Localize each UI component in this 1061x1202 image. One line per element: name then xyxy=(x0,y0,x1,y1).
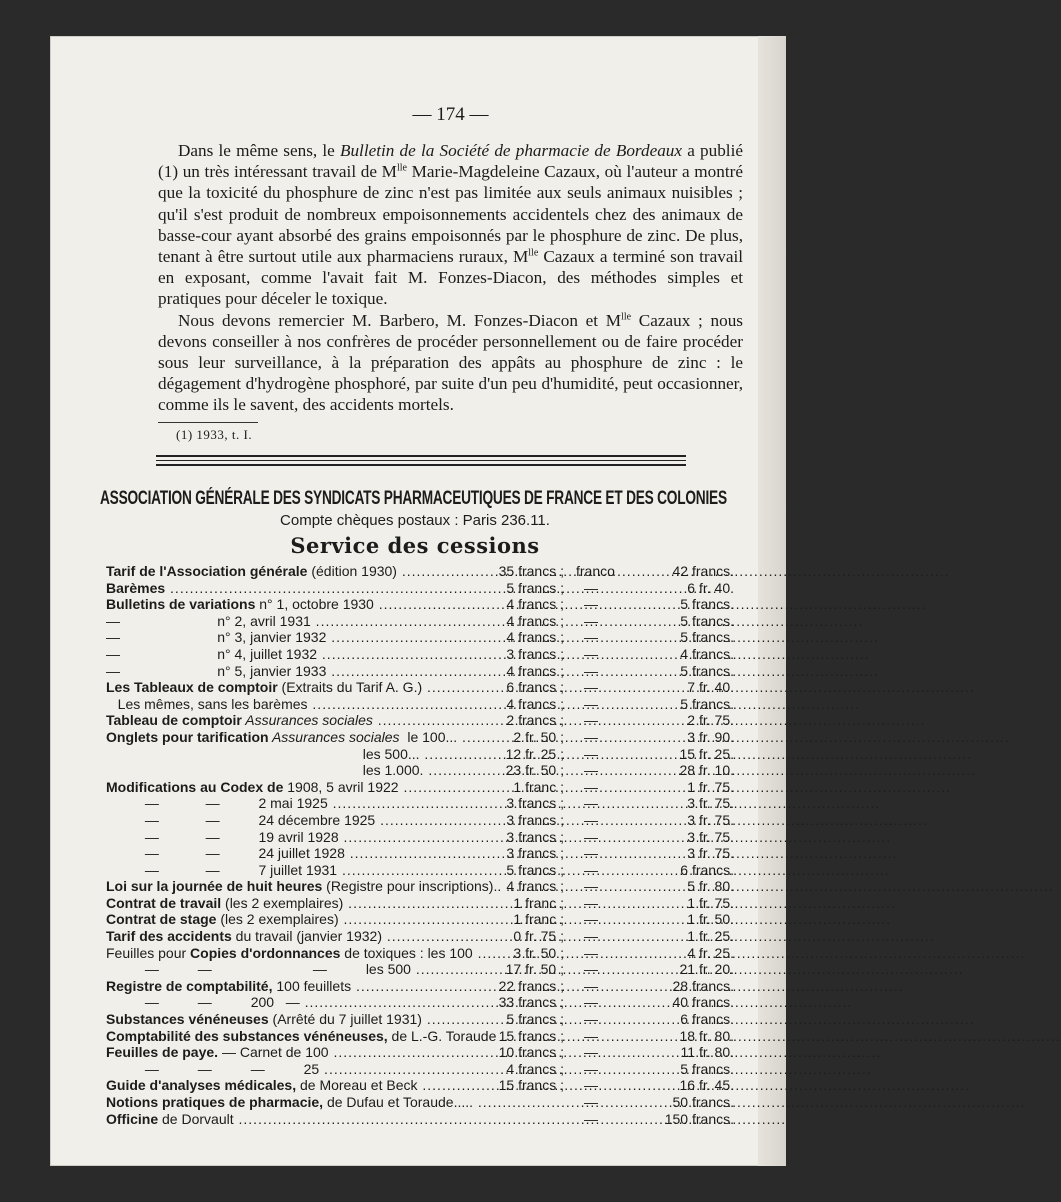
price-row xyxy=(106,762,746,779)
franco-separator: — xyxy=(584,1011,598,1028)
franco-price: 50 francs. xyxy=(672,1094,734,1110)
franco-price: 5 francs. xyxy=(680,1060,734,1077)
franco-separator: — xyxy=(584,579,598,596)
price-value: 33 francs ; xyxy=(498,994,564,1011)
franco-separator: — xyxy=(584,994,598,1011)
franco-separator: — xyxy=(584,745,598,762)
franco-separator: — xyxy=(584,977,598,994)
franco-price: 5 fr. 80. xyxy=(687,878,734,895)
franco-price: 15 fr. 25. xyxy=(679,745,734,762)
franco-separator: — xyxy=(584,828,598,845)
franco-separator: franco xyxy=(576,563,615,579)
price-value: 4 francs ; xyxy=(506,662,564,679)
franco-price: 1 fr. 25. xyxy=(687,928,734,945)
price-value: 4 francs ; xyxy=(506,612,564,629)
franco-price: 3 fr. 75. xyxy=(687,795,734,812)
price-row xyxy=(106,1061,746,1078)
price-value: 5 francs ; xyxy=(506,579,564,596)
price-row xyxy=(106,779,746,796)
franco-price: 1 fr. 50. xyxy=(687,911,734,928)
item-description: — n° 2, avril 1931 ..... xyxy=(106,613,462,629)
price-row xyxy=(106,845,746,862)
item-description: les 1.000. ..... xyxy=(106,762,462,778)
item-description: — n° 5, janvier 1933 ..... xyxy=(106,663,462,679)
item-description: Substances vénéneuses (Arrêté du 7 juillet 1931) ..... xyxy=(106,1011,462,1027)
item-description: Guide d'analyses médicales, de Moreau et Beck ..... xyxy=(106,1077,462,1093)
item-description: — — 7 juillet 1931 ..... xyxy=(106,862,462,878)
document-page xyxy=(50,36,786,1166)
franco-price: 18 fr. 80. xyxy=(679,1027,734,1044)
item-description: Contrat de travail (les 2 exemplaires) ..... xyxy=(106,895,462,911)
price-value: 5 francs ; xyxy=(506,861,564,878)
franco-separator: — xyxy=(584,1027,598,1044)
price-value: 2 fr. 50 ; xyxy=(513,728,564,745)
franco-price: 150 francs. xyxy=(664,1110,734,1127)
item-description: Onglets pour tarification Assurances sociales le 100... ..... xyxy=(106,729,462,745)
franco-price: 3 fr. 75. xyxy=(687,811,734,828)
item-description: — — 2 mai 1925 ..... xyxy=(106,795,462,811)
body-text xyxy=(158,104,743,469)
section-divider xyxy=(156,455,686,466)
price-value: 6 francs ; xyxy=(506,679,564,696)
price-list xyxy=(106,563,746,1127)
item-description: — — — 25 ..... xyxy=(106,1061,462,1077)
price-value: 3 francs ; xyxy=(506,845,564,862)
franco-price: 28 fr. 10. xyxy=(679,762,734,779)
item-description: Notions pratiques de pharmacie, de Dufau et Toraude..... ..... xyxy=(106,1094,566,1110)
item-description: Comptabilité des substances vénéneuses, de L.-G. Toraude .. ..... xyxy=(106,1028,462,1044)
item-description: Loi sur la journée de huit heures (Registre pour inscriptions).. ..... xyxy=(106,878,462,894)
franco-price: 28 francs. xyxy=(672,977,734,994)
franco-price: 4 francs. xyxy=(680,645,734,662)
price-value: 1 franc ; xyxy=(513,911,564,928)
price-value: 3 fr. 50 ; xyxy=(513,944,564,961)
franco-price: 6 francs. xyxy=(680,861,734,878)
franco-price: 40 francs. xyxy=(672,994,734,1011)
price-row xyxy=(106,994,746,1011)
franco-separator: — xyxy=(584,1077,598,1094)
price-row xyxy=(106,945,746,962)
price-row xyxy=(106,563,746,580)
page-number: — 174 — xyxy=(412,104,489,125)
price-row xyxy=(106,613,746,630)
franco-separator: — xyxy=(584,1110,598,1127)
price-row xyxy=(106,1094,746,1111)
franco-price: 5 francs. xyxy=(680,612,734,629)
price-value: 35 francs ; xyxy=(498,563,564,579)
item-description: Bulletins de variations n° 1, octobre 1930 ..... xyxy=(106,596,462,612)
item-description: Officine de Dorvault ..... xyxy=(106,1111,566,1127)
item-description: Tarif de l'Association générale (édition 1930) ..... xyxy=(106,563,462,579)
franco-price: 3 fr. 75. xyxy=(687,828,734,845)
price-row xyxy=(106,629,746,646)
franco-separator: — xyxy=(584,811,598,828)
price-value: 0 fr. 75 ; xyxy=(513,928,564,945)
price-row xyxy=(106,862,746,879)
item-description: — — 24 décembre 1925 ..... xyxy=(106,812,462,828)
price-value: 4 francs ; xyxy=(506,596,564,613)
franco-separator: — xyxy=(584,861,598,878)
item-description: Modifications au Codex de 1908, 5 avril 1922 ..... xyxy=(106,779,462,795)
price-row xyxy=(106,580,746,597)
franco-separator: — xyxy=(584,894,598,911)
price-row xyxy=(106,928,746,945)
franco-separator: — xyxy=(584,662,598,679)
item-description: — — 19 avril 1928 ..... xyxy=(106,829,462,845)
price-value: 17 fr. 50 ; xyxy=(505,961,564,978)
price-value: 10 francs ; xyxy=(498,1044,564,1061)
franco-separator: — xyxy=(584,778,598,795)
franco-separator: — xyxy=(584,612,598,629)
item-description: Registre de comptabilité, 100 feuillets ..... xyxy=(106,978,462,994)
franco-price: 3 fr. 75. xyxy=(687,845,734,862)
price-value: 23 fr. 50 ; xyxy=(505,762,564,779)
price-value: 12 fr. 25 ; xyxy=(505,745,564,762)
price-value: 3 francs ; xyxy=(506,645,564,662)
franco-separator: — xyxy=(584,679,598,696)
price-row xyxy=(106,895,746,912)
price-value: 4 francs ; xyxy=(506,695,564,712)
franco-separator: — xyxy=(584,645,598,662)
franco-price: 11 fr. 80. xyxy=(680,1044,734,1061)
price-row xyxy=(106,646,746,663)
paragraph-1: Dans le même sens, le Bulletin de la Société de pharmacie de Bordeaux a publié (1) un très intéressant travail de $M^{lle}$ Marie-Magdeleine Cazaux, où l'auteur a montré que la toxicité du phosphure de zinc n'est pas limitée aux seuls animaux nuisibles ; qu'il s'est produit de nombreux empoisonnements accidentels chez des animaux de basse-cour ayant absorbé des grains empoisonnés par le phosphure de zinc. De plus, tenant à être surtout utile aux pharmaciens ruraux, $M^{lle}$ Cazaux a terminé son travail en exposant, comme l'avait fait M. Fonzes-Diacon, des méthodes simples et pratiques pour déceler le toxique. xyxy=(158,141,744,309)
price-row xyxy=(106,1028,746,1045)
franco-separator: — xyxy=(584,961,598,978)
item-description: les 500... ..... xyxy=(106,746,462,762)
price-row xyxy=(106,729,746,746)
price-row xyxy=(106,1011,746,1028)
item-description: — — 24 juillet 1928 ..... xyxy=(106,845,462,861)
franco-separator: — xyxy=(584,629,598,646)
franco-price: 5 francs. xyxy=(680,596,734,613)
price-value: 1 franc ; xyxy=(513,778,564,795)
franco-separator: — xyxy=(584,695,598,712)
price-value: 5 francs ; xyxy=(506,1011,564,1028)
price-value: 15 francs ; xyxy=(498,1077,564,1094)
franco-price: 1 fr. 75. xyxy=(687,894,734,911)
item-description: Contrat de stage (les 2 exemplaires) ..... xyxy=(106,911,462,927)
item-description: Feuilles pour Copies d'ordonnances de toxiques : les 100 ..... xyxy=(106,945,462,961)
item-description: Tableau de comptoir Assurances sociales ..... xyxy=(106,712,462,728)
franco-price: 6 fr. 40. xyxy=(687,579,734,596)
franco-price: 21 fr. 20. xyxy=(679,961,734,978)
paragraph-2: Nous devons remercier M. Barbero, M. Fonzes-Diacon et $M^{lle}$ Cazaux ; nous devons conseiller à nos confrères de procéder personnellement ou de faire procéder sous leur surveillance, à la préparation des appâts au phosphure de zinc : le dégagement d'hydrogène phosphoré, par suite d'un peu d'humidité, peut occasionner, comme ils le savent, des accidents mortels. xyxy=(158,310,743,415)
item-description: — — 200 — ..... xyxy=(106,994,462,1010)
price-value: 4 francs ; xyxy=(506,629,564,646)
price-row xyxy=(106,663,746,680)
item-description: Tarif des accidents du travail (janvier 1932) ..... xyxy=(106,928,462,944)
price-value: 1 franc ; xyxy=(513,894,564,911)
item-description: Les mêmes, sans les barèmes ..... xyxy=(106,696,462,712)
price-value: 15 francs ; xyxy=(498,1027,564,1044)
franco-price: 5 francs. xyxy=(680,695,734,712)
franco-separator: — xyxy=(584,596,598,613)
franco-separator: — xyxy=(584,911,598,928)
franco-price: 2 fr. 75. xyxy=(687,712,734,729)
price-row xyxy=(106,795,746,812)
price-row xyxy=(106,878,746,895)
franco-separator: — xyxy=(584,928,598,945)
price-value: 3 francs ; xyxy=(506,795,564,812)
association-title: ASSOCIATION GÉNÉRALE DES SYNDICATS PHARMACEUTIQUES DE FRANCE ET DES COLONIES xyxy=(100,488,727,509)
price-row xyxy=(106,829,746,846)
item-description: Feuilles de paye. — Carnet de 100 ..... xyxy=(106,1044,462,1060)
franco-separator: — xyxy=(584,1060,598,1077)
association-header xyxy=(100,488,727,558)
price-row xyxy=(106,1111,746,1128)
franco-price: 3 fr. 90. xyxy=(687,728,734,745)
footnote: (1) 1933, t. I. xyxy=(176,426,253,442)
price-row xyxy=(106,746,746,763)
price-row xyxy=(106,1044,746,1061)
price-value: 22 francs ; xyxy=(498,977,564,994)
price-row xyxy=(106,679,746,696)
franco-price: 42 francs. xyxy=(672,563,734,579)
franco-price: 5 francs. xyxy=(680,629,734,646)
franco-price: 4 fr. 25. xyxy=(687,944,734,961)
franco-price: 5 francs. xyxy=(680,662,734,679)
item-description: — n° 4, juillet 1932 ..... xyxy=(106,646,462,662)
franco-price: 1 fr. 75. xyxy=(687,778,734,795)
price-value: 2 francs ; xyxy=(506,712,564,729)
compte-cheques: Compte chèques postaux : Paris 236.11. xyxy=(280,512,550,529)
price-value: 3 francs ; xyxy=(506,828,564,845)
franco-separator: — xyxy=(584,762,598,779)
item-description: Les Tableaux de comptoir (Extraits du Tarif A. G.) ..... xyxy=(106,679,462,695)
service-title: Service des cessions xyxy=(290,533,540,558)
price-row xyxy=(106,712,746,729)
item-description: Barèmes ..... xyxy=(106,580,462,596)
price-row xyxy=(106,911,746,928)
item-description: — n° 3, janvier 1932 ..... xyxy=(106,629,462,645)
price-row xyxy=(106,696,746,713)
price-row xyxy=(106,1077,746,1094)
franco-separator: — xyxy=(584,712,598,729)
price-value: 4 francs ; xyxy=(506,1060,564,1077)
franco-separator: — xyxy=(584,1094,598,1110)
footnote-rule xyxy=(158,422,258,423)
price-value: 3 francs ; xyxy=(506,811,564,828)
franco-price: 6 francs. xyxy=(680,1011,734,1028)
franco-separator: — xyxy=(584,944,598,961)
franco-price: 7 fr. 40. xyxy=(687,679,734,696)
franco-separator: — xyxy=(584,845,598,862)
price-value: 4 francs ; xyxy=(506,878,564,895)
price-row xyxy=(106,978,746,995)
price-row xyxy=(106,596,746,613)
franco-separator: — xyxy=(584,795,598,812)
price-row xyxy=(106,812,746,829)
franco-separator: — xyxy=(584,728,598,745)
franco-price: 16 fr. 45. xyxy=(679,1077,734,1094)
price-row xyxy=(106,961,746,978)
franco-separator: — xyxy=(584,878,598,895)
franco-separator: — xyxy=(584,1044,598,1061)
item-description: — — — les 500 ..... xyxy=(106,961,462,977)
